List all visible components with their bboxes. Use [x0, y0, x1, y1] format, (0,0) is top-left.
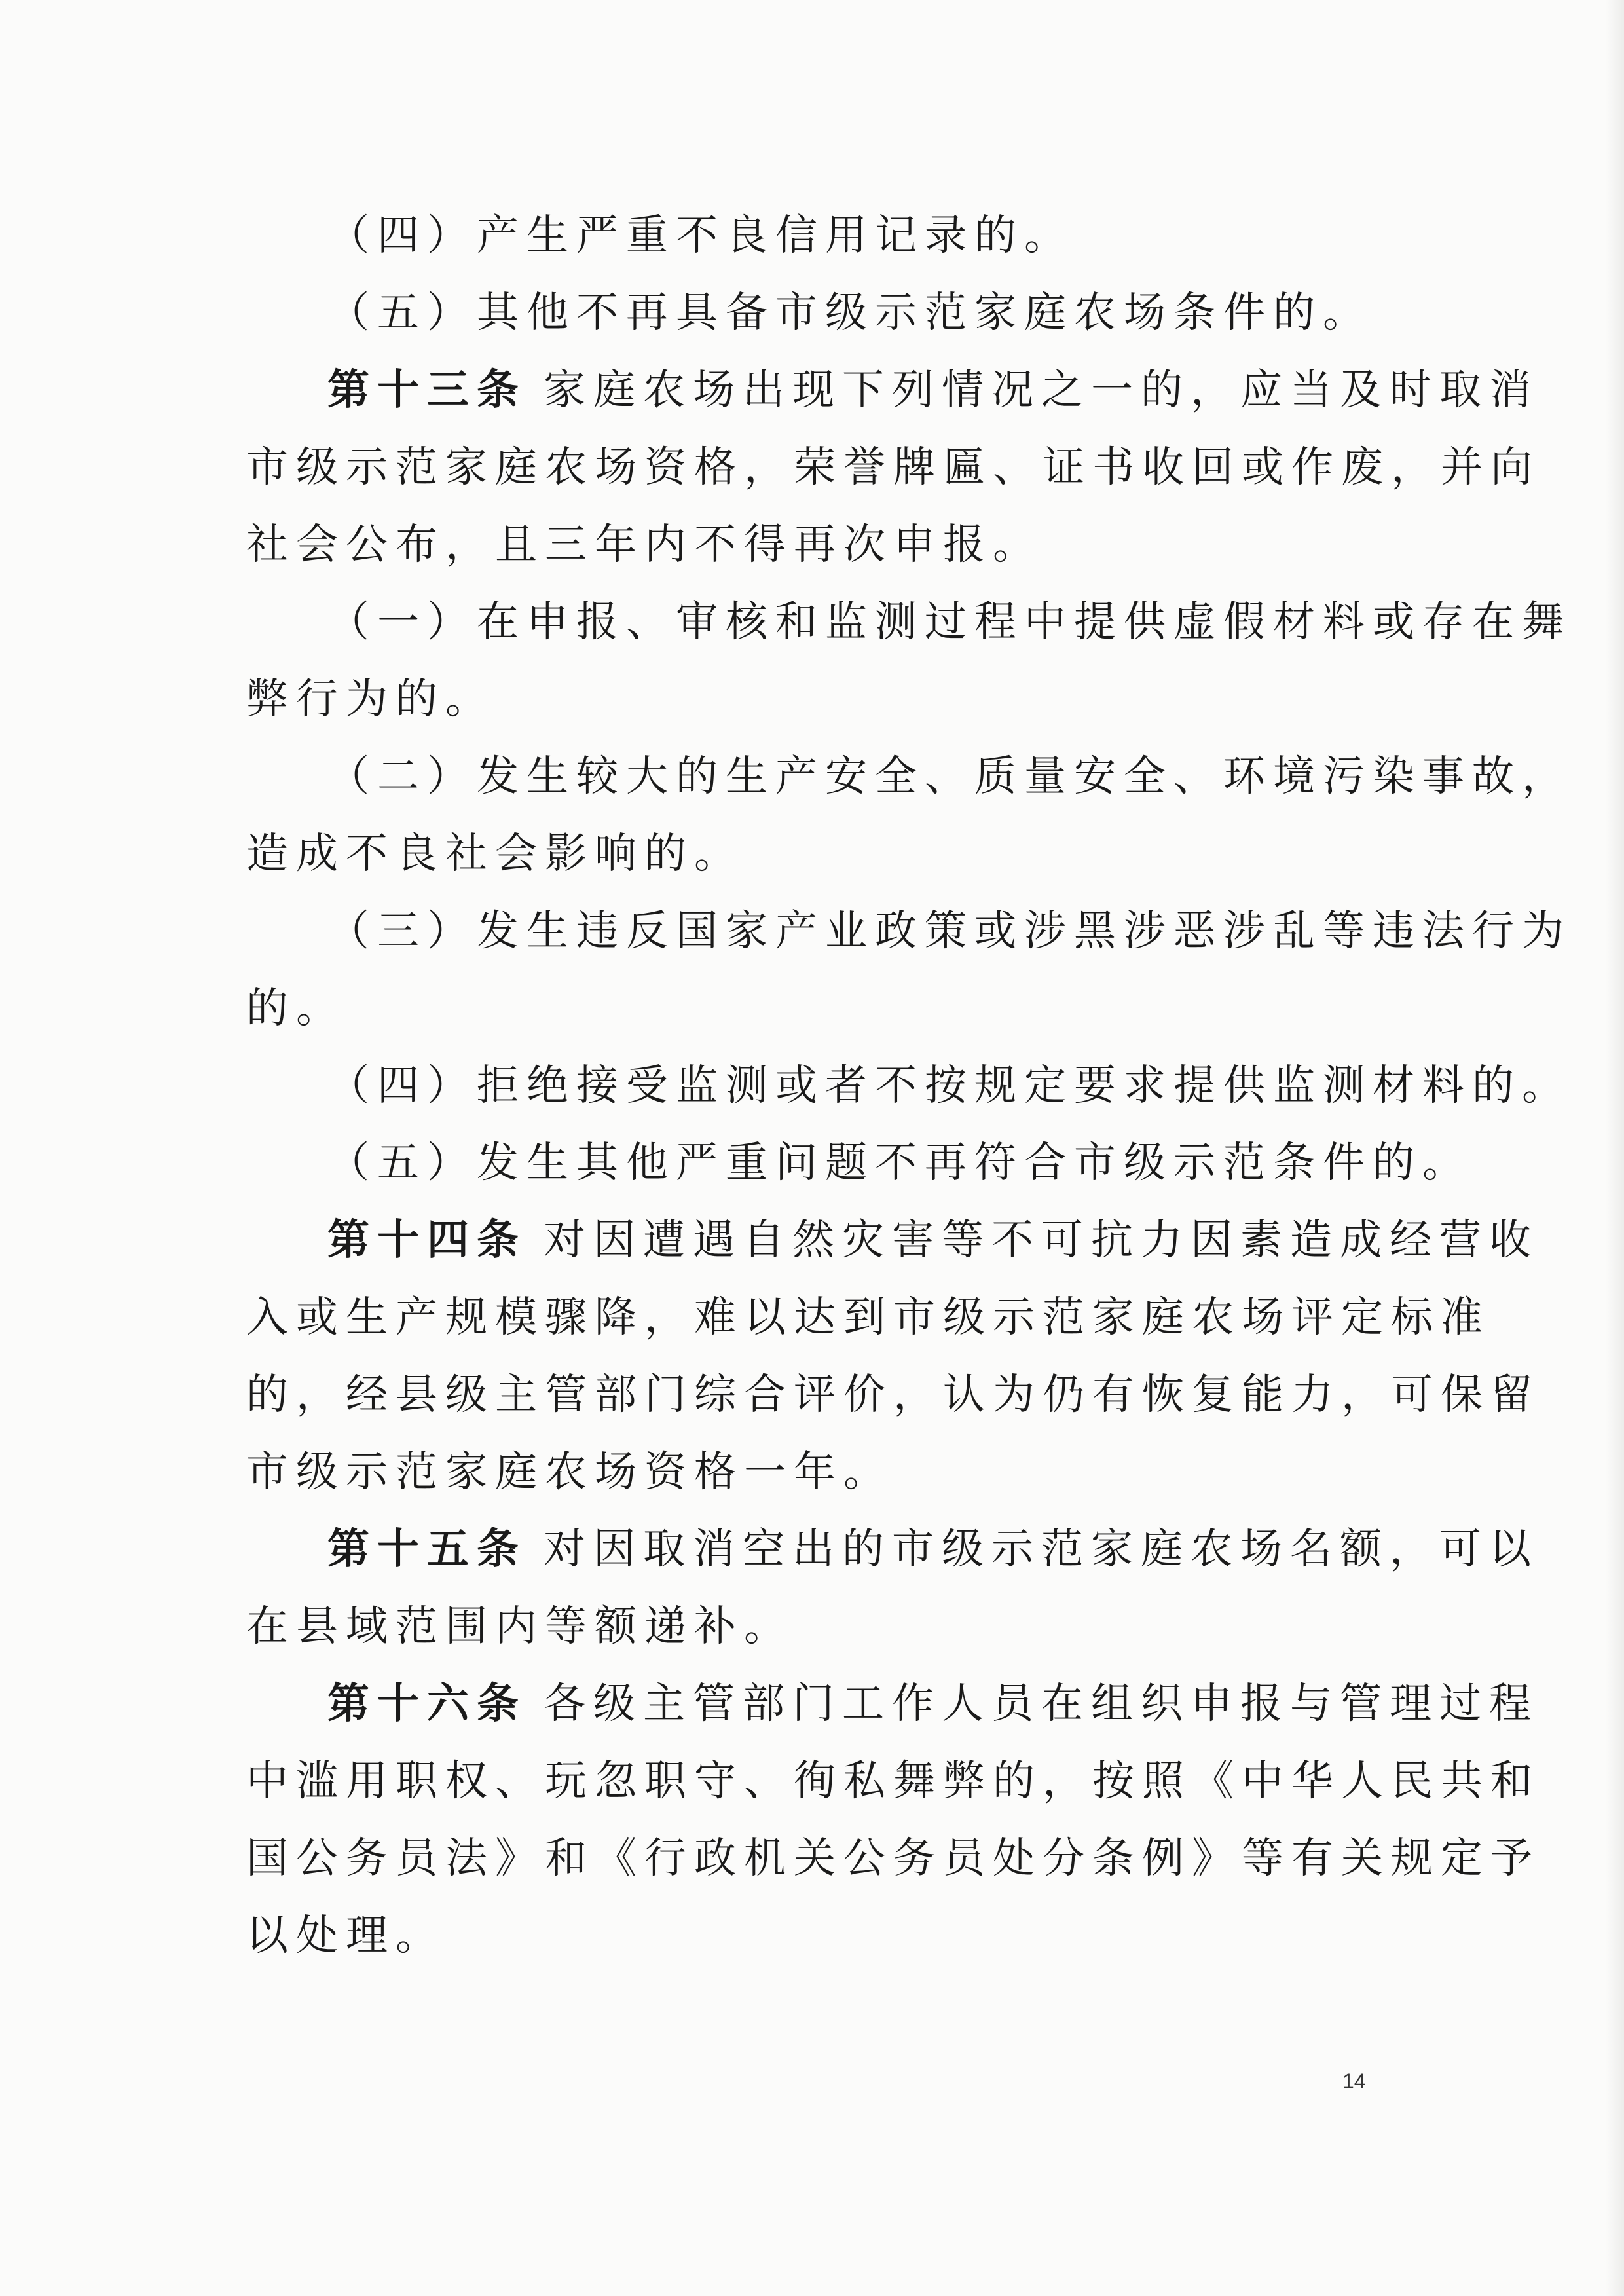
paragraph-line	[246, 818, 744, 890]
line-text: （二）发生较大的生产安全、质量安全、环境污染事故，	[327, 752, 1572, 801]
line-text: 弊行为的。	[246, 675, 495, 724]
paragraph-line	[246, 1282, 1490, 1354]
line-text: 各级主管部门工作人员在组织申报与管理过程	[544, 1680, 1539, 1728]
article-heading-line	[327, 1204, 1539, 1276]
article-heading-line	[327, 1668, 1539, 1740]
article-number: 第十六条	[327, 1679, 526, 1728]
line-text: 对因遭遇自然灾害等不可抗力因素造成经营收	[544, 1216, 1539, 1265]
line-text: （五）其他不再具备市级示范家庭农场条件的。	[327, 289, 1373, 337]
line-text: （四）拒绝接受监测或者不按规定要求提供监测材料的。	[327, 1062, 1572, 1110]
paragraph-line	[327, 1050, 1572, 1122]
paragraph-line	[246, 1900, 445, 1972]
paragraph-line	[327, 1127, 1472, 1199]
line-text: 的。	[246, 984, 346, 1033]
paragraph-line	[327, 741, 1572, 813]
article-heading-line	[327, 354, 1539, 426]
line-text: 市级示范家庭农场资格一年。	[246, 1448, 893, 1496]
line-text: （三）发生违反国家产业政策或涉黑涉恶涉乱等违法行为	[327, 907, 1572, 955]
page-number: 14	[1342, 2069, 1366, 2093]
article-number: 第十三条	[327, 365, 526, 415]
line-text: （一）在申报、审核和监测过程中提供虚假材料或存在舞	[327, 598, 1572, 646]
paragraph-line	[246, 663, 495, 735]
line-text: 的，经县级主管部门综合评价，认为仍有恢复能力，可保留	[246, 1371, 1540, 1419]
line-text: 在县域范围内等额递补。	[246, 1602, 794, 1651]
line-text: 国公务员法》和《行政机关公务员处分条例》等有关规定予	[246, 1834, 1540, 1883]
paragraph-line	[327, 895, 1572, 967]
paragraph-line	[246, 1591, 794, 1663]
paragraph-line	[246, 1745, 1540, 1817]
line-text: 入或生产规模骤降，难以达到市级示范家庭农场评定标准	[246, 1293, 1490, 1342]
paragraph-line	[246, 1436, 893, 1508]
scan-edge-shadow	[1606, 0, 1624, 2296]
line-text: 造成不良社会影响的。	[246, 830, 744, 878]
line-text: 社会公布，且三年内不得再次申报。	[246, 521, 1043, 569]
line-text: 以处理。	[246, 1912, 445, 1960]
line-text: （五）发生其他严重问题不再符合市级示范条件的。	[327, 1139, 1472, 1187]
paragraph-line	[327, 277, 1373, 349]
line-text: （四）产生严重不良信用记录的。	[327, 212, 1074, 260]
paragraph-line	[246, 509, 1043, 581]
paragraph-line	[246, 1823, 1540, 1895]
line-text: 家庭农场出现下列情况之一的，应当及时取消	[544, 366, 1539, 415]
paragraph-line	[246, 1359, 1540, 1431]
line-text: 中滥用职权、玩忽职守、徇私舞弊的，按照《中华人民共和	[246, 1757, 1540, 1805]
paragraph-line	[246, 432, 1540, 504]
paragraph-line	[327, 586, 1572, 658]
line-text: 市级示范家庭农场资格，荣誉牌匾、证书收回或作废，并向	[246, 443, 1540, 492]
article-number: 第十四条	[327, 1215, 526, 1265]
paragraph-line	[246, 972, 346, 1045]
article-heading-line	[327, 1513, 1539, 1585]
line-text: 对因取消空出的市级示范家庭农场名额，可以	[544, 1525, 1539, 1574]
paragraph-line	[327, 200, 1074, 272]
article-number: 第十五条	[327, 1525, 526, 1574]
